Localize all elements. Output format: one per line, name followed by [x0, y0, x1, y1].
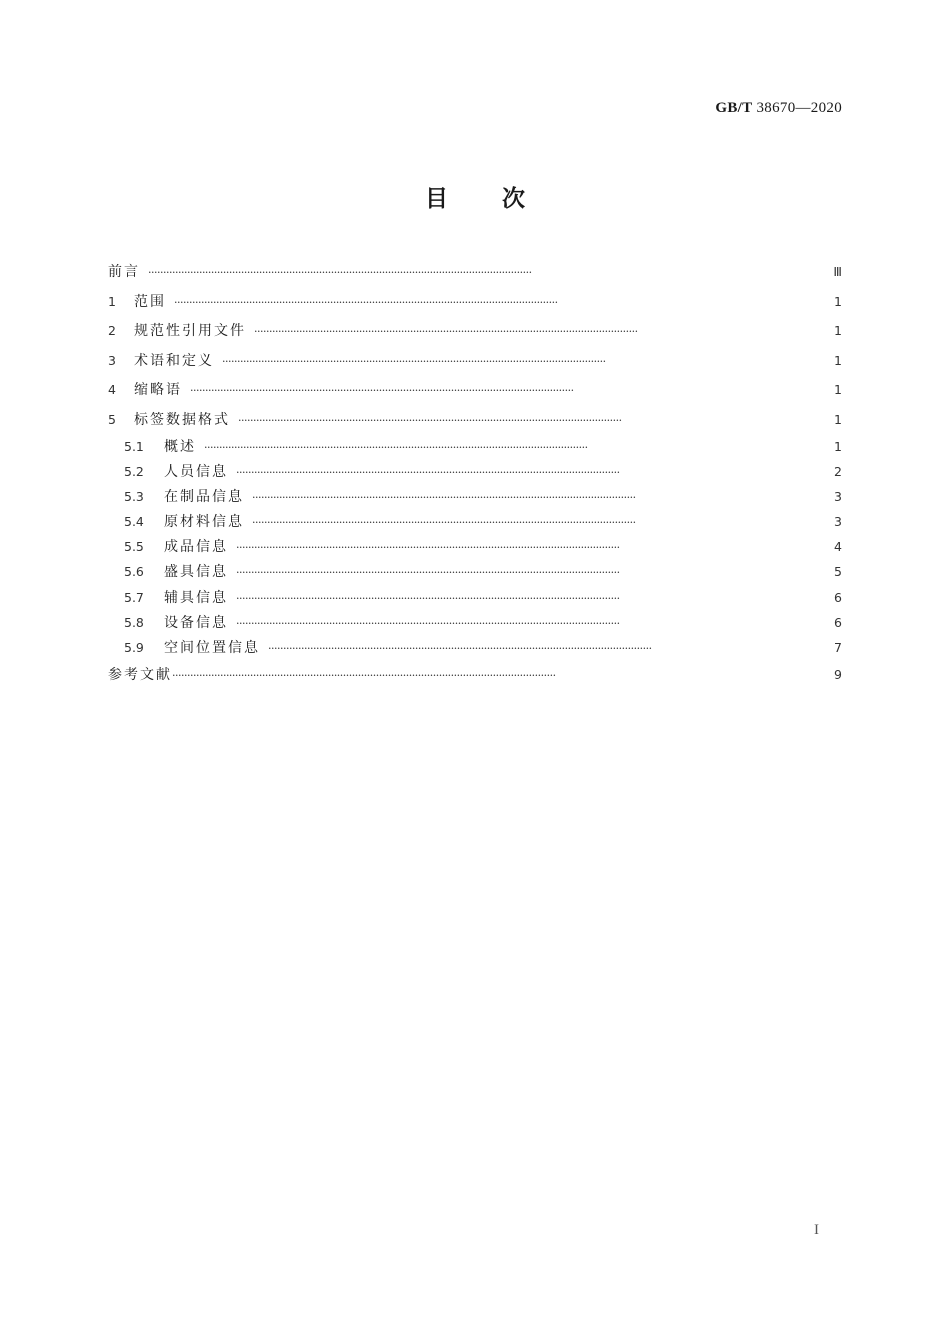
- dot-leader: ································································································································: [268, 641, 652, 655]
- toc-entry-label: 规范性引用文件: [134, 323, 246, 339]
- dot-leader: ································································································································: [148, 266, 532, 279]
- dot-leader: ································································································································: [236, 541, 620, 555]
- toc-entry-label: 参考文献: [108, 666, 172, 683]
- standard-code: 38670—2020: [756, 100, 842, 116]
- toc-entry-label: 成品信息: [164, 539, 228, 556]
- toc-entry-label: 空间位置信息: [164, 639, 260, 656]
- dot-leader: ································································································································: [236, 466, 620, 480]
- toc-page-number: 1: [834, 411, 842, 427]
- toc-entry-finished-product-info[interactable]: [108, 534, 842, 559]
- toc-entry-raw-material-info[interactable]: [108, 509, 842, 534]
- standard-number: [715, 100, 842, 117]
- toc-entry-wip-info[interactable]: [108, 484, 842, 509]
- toc-entry-label: 标签数据格式: [134, 411, 230, 428]
- toc-entry-spatial-location-info[interactable]: [108, 635, 842, 660]
- dot-leader: ································································································································: [222, 354, 606, 368]
- dot-leader: ································································································································: [190, 384, 574, 397]
- toc-page-number: 1: [834, 439, 842, 454]
- toc-entry-abbreviations[interactable]: [108, 375, 842, 405]
- title-char-2: 次: [502, 186, 525, 212]
- toc-page-number: 6: [834, 614, 842, 630]
- toc-entry-label: 原材料信息: [164, 514, 244, 531]
- toc-entry-personnel-info[interactable]: [108, 459, 842, 484]
- toc-entry-number: 1: [108, 293, 116, 309]
- toc-entry-number: 5.3: [124, 489, 144, 505]
- toc-entry-label: 辅具信息: [164, 589, 228, 606]
- toc-page-number: 9: [834, 666, 842, 682]
- dot-leader: ································································································································: [236, 591, 620, 605]
- toc-page-number: 3: [834, 514, 842, 530]
- toc-entry-label: 前言: [108, 264, 140, 280]
- toc-page-number: 6: [834, 589, 842, 605]
- toc-entry-tag-data-format[interactable]: [108, 405, 842, 435]
- toc-entry-normative-references[interactable]: [108, 316, 842, 346]
- toc-entry-number: 5.4: [124, 514, 144, 530]
- toc-entry-label: 术语和定义: [134, 352, 214, 369]
- toc-page-number: 1: [834, 293, 842, 309]
- table-of-contents: [108, 257, 842, 689]
- toc-entry-overview[interactable]: [108, 434, 842, 459]
- toc-entry-number: 2: [108, 323, 116, 338]
- toc-page-number: 1: [834, 352, 842, 368]
- dot-leader: ································································································································: [252, 516, 636, 530]
- toc-page-number: Ⅲ: [833, 264, 842, 279]
- toc-entry-container-info[interactable]: [108, 559, 842, 584]
- toc-page-number: 1: [834, 382, 842, 397]
- title-char-1: 目: [425, 186, 448, 212]
- toc-entry-number: 5.1: [124, 439, 144, 454]
- toc-entry-label: 概述: [164, 439, 196, 455]
- toc-entry-label: 在制品信息: [164, 489, 244, 506]
- dot-leader: ································································································································: [236, 566, 620, 580]
- dot-leader: ································································································································: [172, 668, 556, 682]
- toc-page-number: 5: [834, 564, 842, 580]
- toc-entry-number: 5.6: [124, 564, 144, 580]
- dot-leader: ································································································································: [204, 441, 588, 454]
- toc-entry-foreword[interactable]: [108, 257, 842, 287]
- toc-entry-label: 范围: [134, 293, 166, 310]
- dot-leader: ································································································································: [236, 616, 620, 630]
- toc-entry-number: 5.5: [124, 539, 144, 555]
- toc-entry-number: 5.2: [124, 464, 144, 480]
- toc-entry-label: 人员信息: [164, 464, 228, 481]
- dot-leader: ································································································································: [238, 413, 622, 427]
- page-folio: I: [814, 1222, 819, 1238]
- toc-page-number: 1: [834, 323, 842, 338]
- toc-entry-equipment-info[interactable]: [108, 610, 842, 635]
- toc-page-number: 7: [834, 639, 842, 655]
- toc-entry-label: 设备信息: [164, 614, 228, 631]
- toc-entry-label: 盛具信息: [164, 564, 228, 581]
- toc-page-number: 4: [834, 539, 842, 555]
- toc-page-number: 2: [834, 464, 842, 480]
- dot-leader: ································································································································: [254, 325, 638, 338]
- dot-leader: ································································································································: [174, 295, 558, 309]
- toc-entry-number: 4: [108, 382, 116, 397]
- toc-page-number: 3: [834, 489, 842, 505]
- toc-entry-number: 3: [108, 352, 116, 368]
- toc-entry-auxiliary-tool-info[interactable]: [108, 585, 842, 610]
- standard-prefix: GB/T: [715, 100, 753, 116]
- toc-entry-bibliography[interactable]: [108, 660, 842, 690]
- toc-entry-label: 缩略语: [134, 382, 182, 398]
- toc-entry-scope[interactable]: [108, 287, 842, 317]
- toc-entry-number: 5.7: [124, 589, 144, 605]
- dot-leader: ································································································································: [252, 491, 636, 505]
- toc-entry-number: 5.9: [124, 639, 144, 655]
- toc-entry-terms[interactable]: [108, 346, 842, 376]
- page-title: [0, 180, 950, 213]
- toc-entry-number: 5: [108, 411, 116, 427]
- toc-entry-number: 5.8: [124, 614, 144, 630]
